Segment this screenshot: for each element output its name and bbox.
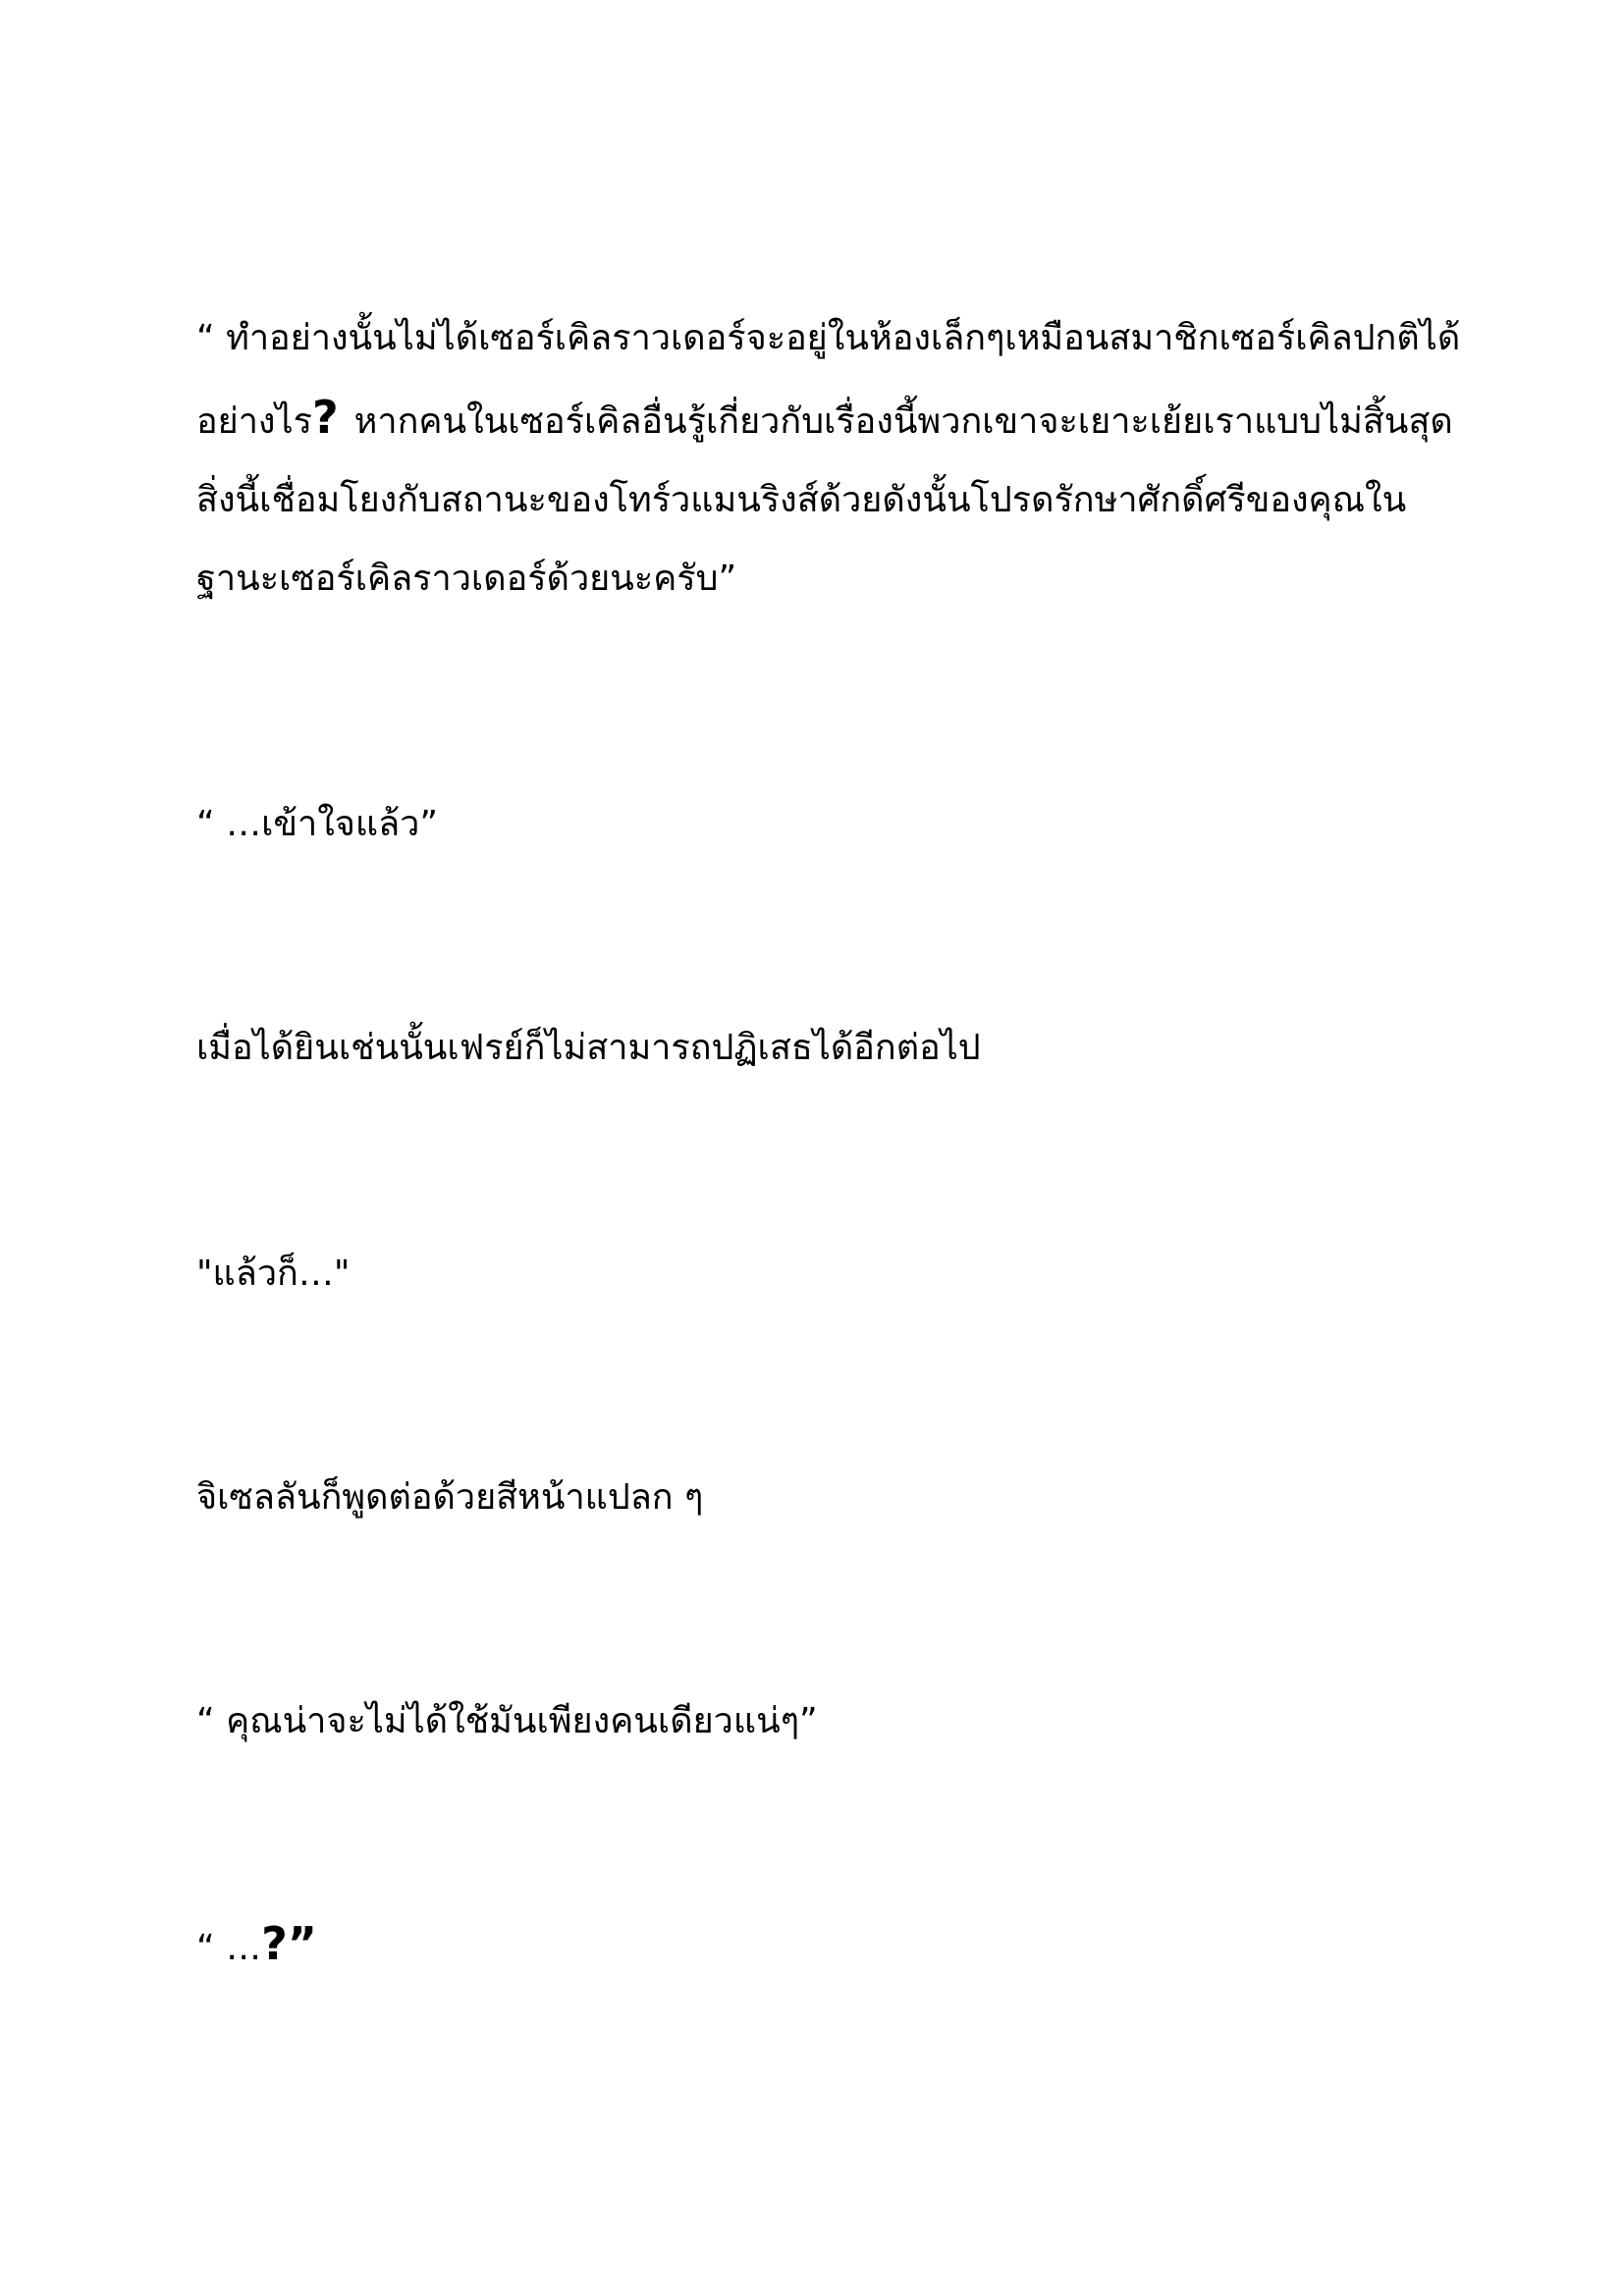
paragraph-dialogue-3: "แล้วก็…": [196, 1254, 351, 1294]
text-line: ฐานะเซอร์เคิลราวเดอร์ด้วยนะครับ”: [196, 559, 737, 599]
text-line: สิ่งนี้เชื่อมโยงกับสถานะของโทร์วแมนริงส์ด้วยดังนั้นโปรดรักษาศักดิ์ศรีของคุณใน: [196, 480, 1407, 520]
text-run: อย่างไร: [196, 401, 312, 442]
text-run: “ …: [196, 1928, 262, 1968]
question-mark: ?: [311, 391, 354, 444]
paragraph-dialogue-1: [196, 299, 1463, 618]
text-line: [196, 378, 1463, 461]
paragraph-dialogue-4: “ คุณน่าจะไม่ได้ใช้มันเพียงคนเดียวแน่ๆ”: [196, 1701, 818, 1741]
text-line: “ ทำอย่างนั้นไม่ได้เซอร์เคิลราวเดอร์จะอยู่ในห้องเล็กๆเหมือนสมาชิกเซอร์เคิลปกติได้: [196, 318, 1461, 358]
text-run: หากคนในเซอร์เคิลอื่นรู้เกี่ยวกับเรื่องนี้พวกเขาจะเยาะเย้ยเราแบบไม่สิ้นสุด: [353, 401, 1453, 442]
paragraph-narration-2: จิเซลลันก็พูดต่อด้วยสีหน้าแปลก ๆ: [196, 1477, 704, 1518]
paragraph-narration-1: เมื่อได้ยินเช่นนั้นเฟรย์ก็ไม่สามารถปฏิเสธได้อีกต่อไป: [196, 1028, 981, 1068]
paragraph-dialogue-5: [196, 1904, 1463, 1988]
question-emphasis: ?”: [261, 1917, 318, 1970]
paragraph-dialogue-2: “ …เข้าใจแล้ว”: [196, 804, 439, 844]
